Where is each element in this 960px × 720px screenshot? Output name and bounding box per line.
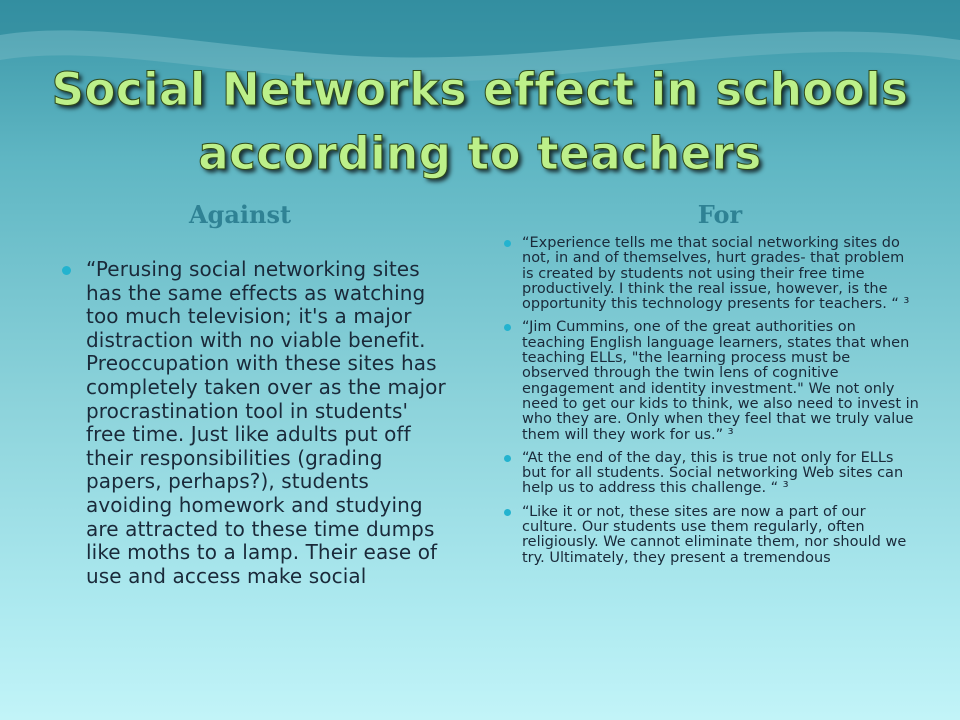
for-quote-list [500,236,920,574]
for-column-heading: For [697,200,743,229]
for-quote-item: “At the end of the day, this is true not only for ELLs but for all students. Social networking Web sites can help us to address this challenge. “ ³ [500,451,920,497]
against-quote-list [62,258,447,588]
against-column-heading: Against [188,200,292,229]
against-quote-item: “Perusing social networking sites has the same effects as watching too much television; it's a major distraction with no viable benefit. Preoccupation with these sites has completely taken over as the major procrastination tool in students' free time. Just like adults put off their responsibilities (grading papers, perhaps?), students avoiding homework and studying are attracted to these time dumps like moths to a lamp. Their ease of use and access make social [62,258,447,588]
for-quote-item: “Jim Cummins, one of the great authorities on teaching English language learners, states that when teaching ELLs, "the learning process must be observed through the twin lens of cognitive engagement and identity investment." We not only need to get our kids to think, we also need to invest in who they are. Only when they feel that we truly value them will they work for us.” ³ [500,320,920,442]
for-quote-item: “Like it or not, these sites are now a part of our culture. Our students use them regularly, often religiously. We cannot eliminate them, nor should we try. Ultimately, they present a tremendous [500,505,920,566]
for-quote-item: “Experience tells me that social networking sites do not, in and of themselves, hurt grades- that problem is created by students not using their free time productively. I think the real issue, however, is the opportunity this technology presents for teachers. “ ³ [500,236,920,312]
slide-title: Social Networks effect in schools according to teachers [51,63,909,180]
